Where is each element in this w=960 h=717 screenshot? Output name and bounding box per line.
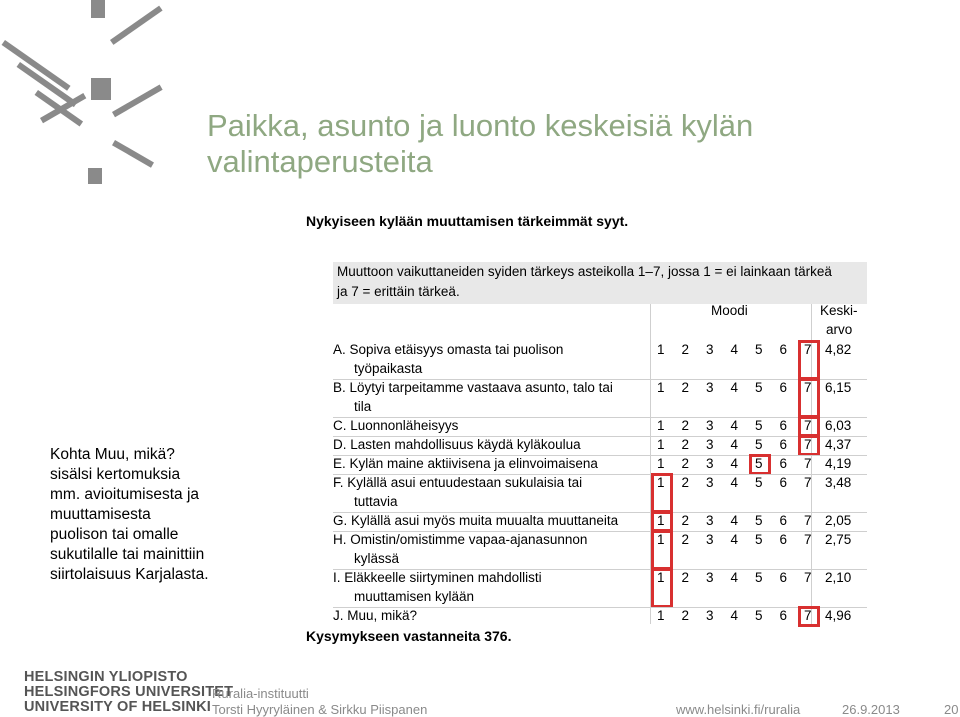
scale-digit: 1 — [657, 418, 665, 433]
scale-digit: 7 — [804, 475, 812, 490]
row-mean: 4,37 — [825, 437, 852, 452]
scale-digit: 4 — [730, 380, 739, 395]
scale-digit: 5 — [755, 418, 763, 433]
scale-digit: 6 — [779, 513, 788, 528]
scale-digit: 2 — [681, 456, 690, 471]
scale-digit: 3 — [706, 570, 714, 585]
side-note-line: siirtolaisuus Karjalasta. — [50, 566, 209, 583]
row-label-continued: tila — [354, 399, 372, 414]
scale-digit: 5 — [755, 513, 763, 528]
side-note — [50, 445, 265, 585]
scale-digit: 1 — [657, 342, 665, 357]
scale-digit: 4 — [730, 475, 739, 490]
university-flame-logo — [0, 0, 200, 200]
scale-digit: 4 — [730, 532, 739, 547]
wordmark-line: HELSINGIN YLIOPISTO — [24, 669, 188, 685]
scale-digit: 5 — [755, 570, 763, 585]
side-note-line: sisälsi kertomuksia — [50, 466, 181, 483]
scale-digit: 6 — [779, 437, 788, 452]
scale-digit: 4 — [730, 570, 739, 585]
mode-highlight — [798, 606, 820, 627]
side-note-line: puolison tai omalle — [50, 526, 179, 543]
row-mean: 4,19 — [825, 456, 852, 471]
scale-digit: 5 — [755, 608, 763, 623]
scale-digit: 4 — [730, 342, 739, 357]
scale-digit: 1 — [657, 570, 665, 585]
scale-digit: 3 — [706, 475, 714, 490]
footer-page-number: 20 — [944, 702, 959, 717]
footer-date: 26.9.2013 — [842, 702, 900, 717]
scale-digit: 2 — [681, 380, 690, 395]
scale-digit: 3 — [706, 513, 714, 528]
scale-digit: 5 — [755, 456, 763, 471]
mode-highlight — [798, 340, 820, 380]
scale-digit: 2 — [681, 513, 690, 528]
scale-digit: 7 — [804, 437, 812, 452]
scale-digit: 3 — [706, 532, 714, 547]
side-note-line: sukutilalle tai mainittiin — [50, 546, 205, 563]
row-label: J. Muu, mikä? — [333, 608, 418, 623]
row-label: H. Omistin/omistimme vapaa-ajanasunnon — [333, 532, 588, 547]
scale-digit: 6 — [779, 456, 788, 471]
scale-digit: 6 — [779, 342, 788, 357]
scale-digit: 3 — [706, 342, 714, 357]
mode-highlight — [798, 378, 820, 418]
scale-digit: 1 — [657, 380, 665, 395]
row-label: I. Eläkkeelle siirtyminen mahdollisti — [333, 570, 542, 585]
row-mean: 6,03 — [825, 418, 852, 433]
row-label: E. Kylän maine aktiivisena ja elinvoimaisena — [333, 456, 598, 471]
scale-digit: 1 — [657, 456, 665, 471]
scale-digit: 1 — [657, 513, 665, 528]
scale-digit: 3 — [706, 418, 714, 433]
row-label: G. Kylällä asui myös muita muualta muuttaneita — [333, 513, 619, 528]
row-label-continued: muuttamisen kylään — [354, 589, 475, 604]
row-label: D. Lasten mahdollisuus käydä kyläkoulua — [333, 437, 581, 452]
scale-digit: 5 — [755, 437, 763, 452]
scale-digit: 4 — [730, 437, 739, 452]
scale-digit: 3 — [706, 437, 714, 452]
scale-digit: 6 — [779, 608, 788, 623]
scale-digits — [657, 475, 829, 490]
footer-institute: Ruralia-instituutti — [212, 686, 309, 701]
scale-digit: 2 — [681, 570, 690, 585]
scale-digits — [657, 532, 829, 547]
scale-digit: 6 — [779, 418, 788, 433]
scale-digit: 7 — [804, 456, 812, 471]
wordmark-line: HELSINGFORS UNIVERSITET — [24, 684, 234, 700]
mode-highlight — [749, 454, 771, 475]
table-subtitle: Nykyiseen kylään muuttamisen tärkeimmät syyt. — [306, 213, 629, 229]
row-label: B. Löytyi tarpeitamme vastaava asunto, talo tai — [333, 380, 613, 395]
scale-digit: 2 — [681, 437, 690, 452]
scale-digit: 1 — [657, 475, 665, 490]
scale-digit: 2 — [681, 532, 690, 547]
row-mean: 2,05 — [825, 513, 852, 528]
table-header-line: ja 7 = erittäin tärkeä. — [337, 284, 460, 299]
scale-digit: 5 — [755, 532, 763, 547]
footer-url[interactable]: www.helsinki.fi/ruralia — [676, 702, 801, 717]
column-header-mean: arvo — [826, 322, 853, 337]
row-mean: 3,48 — [825, 475, 852, 490]
scale-digit: 4 — [730, 456, 739, 471]
scale-digit: 7 — [804, 570, 812, 585]
scale-digit: 5 — [755, 342, 763, 357]
respondent-count: Kysymykseen vastanneita 376. — [306, 628, 512, 644]
scale-digit: 2 — [681, 342, 690, 357]
scale-digit: 7 — [804, 513, 812, 528]
scale-digit: 2 — [681, 475, 690, 490]
scale-digit: 7 — [804, 342, 812, 357]
row-mean: 4,82 — [825, 342, 852, 357]
scale-digit: 6 — [779, 532, 788, 547]
scale-digit: 2 — [681, 608, 690, 623]
scale-digit: 5 — [755, 380, 763, 395]
row-label: C. Luonnonläheisyys — [333, 418, 459, 433]
row-mean: 4,96 — [825, 608, 852, 623]
scale-digit: 7 — [804, 380, 812, 395]
scale-digit: 3 — [706, 456, 714, 471]
scale-digit: 1 — [657, 608, 665, 623]
scale-digit: 4 — [730, 418, 739, 433]
scale-digit: 6 — [779, 570, 788, 585]
scale-digit: 6 — [779, 475, 788, 490]
mode-highlight — [798, 416, 820, 437]
scale-digit: 2 — [681, 418, 690, 433]
page-title: Paikka, asunto ja luonto keskeisiä kylän valintaperusteita — [207, 108, 754, 179]
side-note-line: muuttamisesta — [50, 506, 151, 523]
column-header-mean: Keski- — [820, 303, 858, 318]
scale-digits — [657, 570, 829, 585]
column-header-moodi: Moodi — [711, 303, 748, 318]
scale-digit: 1 — [657, 532, 665, 547]
mode-highlight — [798, 435, 820, 456]
row-mean: 2,10 — [825, 570, 852, 585]
row-label: A. Sopiva etäisyys omasta tai puolison — [333, 342, 564, 357]
scale-digit: 3 — [706, 380, 714, 395]
scale-digit: 6 — [779, 380, 788, 395]
table-header-line: Muuttoon vaikuttaneiden syiden tärkeys asteikolla 1–7, jossa 1 = ei lainkaan tärkeä — [337, 264, 832, 279]
scale-digit: 4 — [730, 608, 739, 623]
row-label-continued: työpaikasta — [354, 361, 423, 376]
mode-highlight — [651, 511, 673, 532]
row-mean: 6,15 — [825, 380, 852, 395]
wordmark-line: UNIVERSITY OF HELSINKI — [24, 699, 212, 715]
footer-authors: Torsti Hyyryläinen & Sirkku Piispanen — [212, 702, 428, 717]
row-label-continued: tuttavia — [354, 494, 398, 509]
row-mean: 2,75 — [825, 532, 852, 547]
university-wordmark — [24, 670, 233, 715]
scale-digits — [657, 513, 829, 528]
mode-highlight — [651, 530, 673, 570]
scale-digit: 3 — [706, 608, 714, 623]
table-header — [333, 262, 867, 304]
scale-digit: 7 — [804, 608, 812, 623]
scale-digit: 7 — [804, 532, 812, 547]
mode-highlight — [651, 568, 673, 608]
scale-digit: 7 — [804, 418, 812, 433]
row-label-continued: kylässä — [354, 551, 400, 566]
mode-highlight — [651, 473, 673, 513]
row-label: F. Kylällä asui entuudestaan sukulaisia tai — [333, 475, 583, 490]
scale-digit: 5 — [755, 475, 763, 490]
scale-digit: 4 — [730, 513, 739, 528]
scale-digits — [657, 456, 829, 471]
side-note-line: mm. avioitumisesta ja — [50, 486, 200, 503]
side-note-line: Kohta Muu, mikä? — [50, 446, 175, 463]
scale-digit: 1 — [657, 437, 665, 452]
